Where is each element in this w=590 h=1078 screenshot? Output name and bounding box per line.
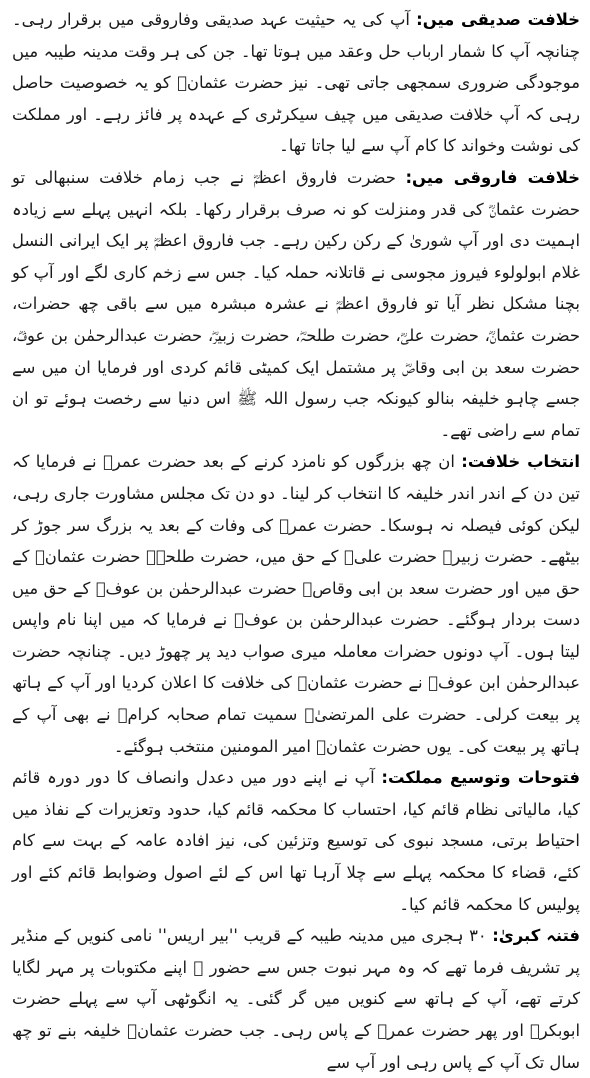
section-intikhab-khilafat — [12, 446, 580, 762]
section-futuhat — [12, 762, 580, 920]
section-heading: انتخاب خلافت: — [461, 452, 580, 472]
section-heading: فتنہ کبریٰ: — [492, 926, 581, 946]
section-body: ان چھ بزرگوں کو نامزد کرنے کے بعد حضرت عمرؓ نے فرمایا کہ تین دن کے اندر اندر خلیفہ کا انتخاب کر لینا۔ دو دن تک مجلس مشاورت جاری رہی، لیکن کوئی فیصلہ نہ ہوسکا۔ حضرت عمرؓ کی وفات کے بعد یہ بزرگ سر جوڑ کر بیٹھے۔ حضرت زبیرؓ حضرت علیؓ کے حق میں، حضرت طلحہؓ حضرت عثمانؓ کے حق میں اور حضرت سعد بن ابی وقاصؓ حضرت عبدالرحمٰن بن عوفؓ کے حق میں دست بردار ہوگئے۔ حضرت عبدالرحمٰن بن عوفؓ نے فرمایا کہ میں اپنا نام واپس لیتا ہوں۔ آپ دونوں حضرات معاملہ میری صواب دید پر چھوڑ دیں۔ چنانچہ حضرت عبدالرحمٰن ابن عوفؓ نے حضرت عثمانؓ کی خلافت کا اعلان کردیا اور آپ کے ہاتھ پر بیعت کرلی۔ حضرت علی المرتضیٰؓ سمیت تمام صحابہ کرامؓ نے بھی آپ کے ہاتھ پر بیعت کی۔ یوں حضرت عثمانؓ امیر المومنین منتخب ہوگئے۔ — [12, 452, 580, 756]
section-body: حضرت فاروق اعظمؓ نے جب زمام خلافت سنبھالی تو حضرت عثمانؓ کی قدر ومنزلت کو نہ صرف برقرار رکھا۔ بلکہ انہیں پہلے سے زیادہ اہمیت دی اور آپ شوریٰ کے رکن رکین رہے۔ جب فاروق اعظمؓ پر ایک ایرانی النسل غلام ابولولوء فیروز مجوسی نے قاتلانہ حملہ کیا۔ جس سے زخم کاری لگے اور آپ کو بچنا مشکل نظر آیا تو فاروق اعظمؓ نے عشرہ مبشرہ میں سے باقی چھ حضرات، حضرت عثمانؓ، حضرت علیؓ، حضرت طلحہؓ، حضرت زبیرؓ، حضرت عبدالرحمٰن بن عوفؓ، حضرت سعد بن ابی وقاصؓ پر مشتمل ایک کمیٹی قائم کردی اور فرمایا ان میں سے جسے چاہو خلیفہ بنالو کیونکہ جب رسول اللہ ﷺ اس دنیا سے رخصت ہوئے تو ان تمام سے راضی تھے۔ — [12, 167, 580, 440]
section-body: آپ نے اپنے دور میں دعدل وانصاف کا دور دورہ قائم کیا، مالیاتی نظام قائم کیا، احتساب کا محکمہ قائم کیا، حدود وتعزیرات کے نفاذ میں احتیاط برتی، مسجد نبوی کی توسیع وتزئین کی، نیز افادہ عامہ کے بہت سے کام کئے، قضاء کا محکمہ پہلے سے چلا آرہا تھا اس کے لئے اصول وضوابط قائم کئے اور پولیس کا محکمہ قائم کیا۔ — [12, 768, 580, 914]
section-khilafat-farooqi — [12, 162, 580, 446]
section-khilafat-siddiqi — [12, 4, 580, 162]
section-heading: خلافت صدیقی میں: — [416, 10, 580, 29]
section-heading: فتوحات وتوسیع مملکت: — [381, 768, 580, 788]
section-body: آپ کی یہ حیثیت عہد صدیقی وفاروقی میں برقرار رہی۔ چنانچہ آپ کا شمار ارباب حل وعقد میں ہوتا تھا۔ جن کی ہر وقت مدینہ طیبہ میں موجودگی ضروری سمجھی جاتی تھی۔ نیز حضرت عثمانؓ کو یہ خصوصیت حاصل رہی کہ آپ خلافت صدیقی میں چیف سیکرٹری کے عہدہ پر فائز رہے۔ اور مملکت کی نوشت وخواند کا کام آپ سے لیا جاتا تھا۔ — [12, 10, 580, 156]
section-fitna-kubra — [12, 920, 580, 1078]
section-heading: خلافت فاروقی میں: — [405, 167, 580, 187]
section-body: ۳۰ ہجری میں مدینہ طیبہ کے قریب ''بیر اریس'' نامی کنویں کے منڈیر پر تشریف فرما تھے کہ وہ مہر نبوت جس سے حضور ﷺ اپنے مکتوبات پر مہر لگایا کرتے تھے، آپ کے ہاتھ سے کنویں میں گر گئی۔ یہ انگوٹھی آپ سے پہلے حضرت ابوبکرؓ اور پھر حضرت عمرؓ کے پاس رہی۔ جب حضرت عثمانؓ خلیفہ بنے تو چھ سال تک آپ کے پاس رہی اور آپ سے — [12, 926, 580, 1072]
